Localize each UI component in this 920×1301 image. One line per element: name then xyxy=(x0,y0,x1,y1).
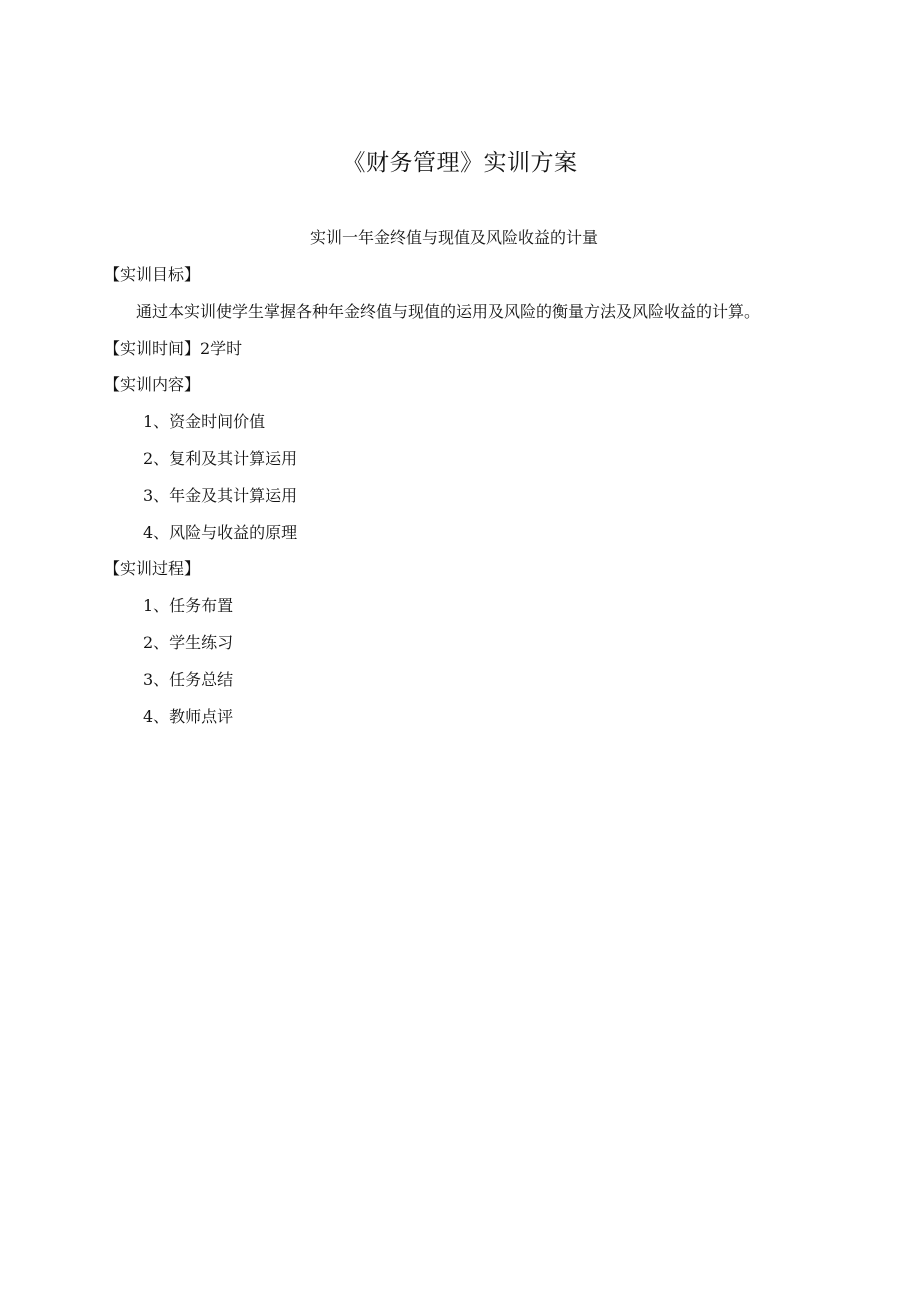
process-item: 1、任务布置 xyxy=(143,596,234,615)
process-heading: 【实训过程】 xyxy=(104,559,201,578)
document-title: 《财务管理》实训方案 xyxy=(342,150,578,176)
objective-text: 通过本实训使学生掌握各种年金终值与现值的运用及风险的衡量方法及风险收益的计算。 xyxy=(136,302,761,321)
content-heading: 【实训内容】 xyxy=(104,375,201,394)
process-item: 3、任务总结 xyxy=(143,670,234,689)
process-item: 4、教师点评 xyxy=(143,707,234,726)
content-item: 4、风险与收益的原理 xyxy=(143,523,298,542)
objective-heading: 【实训目标】 xyxy=(104,265,201,284)
content-item: 1、资金时间价值 xyxy=(143,412,266,431)
content-item: 2、复利及其计算运用 xyxy=(143,449,298,468)
duration-heading: 【实训时间】2学时 xyxy=(104,339,243,358)
content-item: 3、年金及其计算运用 xyxy=(143,486,298,505)
process-item: 2、学生练习 xyxy=(143,633,234,652)
section-title: 实训一年金终值与现值及风险收益的计量 xyxy=(309,228,598,247)
